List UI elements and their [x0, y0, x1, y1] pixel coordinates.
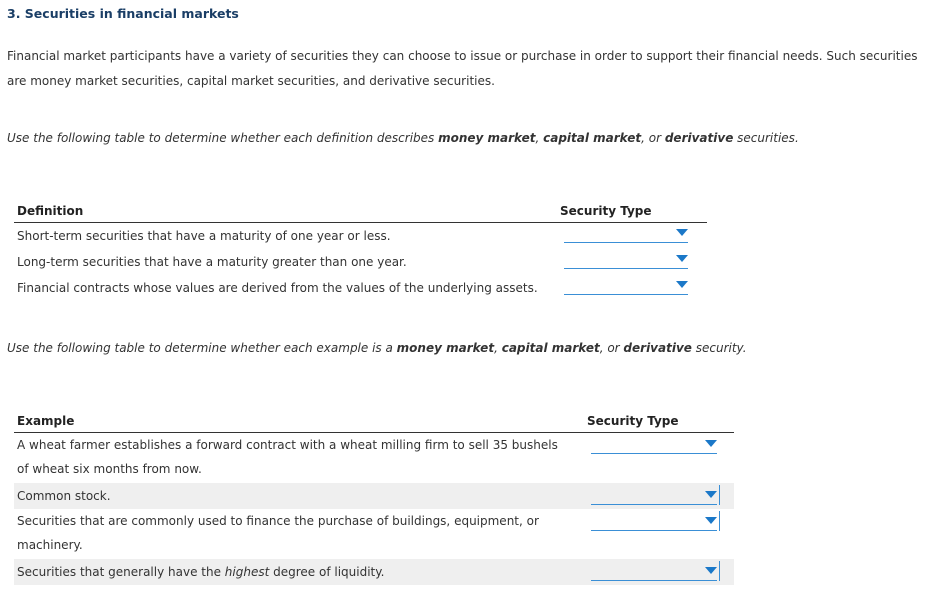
divider [719, 511, 720, 531]
chevron-down-icon [676, 281, 688, 288]
definition-row: Long-term securities that have a maturity greater than one year. [17, 255, 407, 269]
example-text-line: A wheat farmer establishes a forward contract with a wheat milling firm to sell 35 bushels [17, 438, 558, 452]
chevron-down-icon [676, 255, 688, 262]
table1-instruction: Use the following table to determine whether each definition describes money market, capital market, or derivative securities. [7, 131, 799, 145]
security-type-dropdown[interactable] [564, 221, 688, 243]
chevron-down-icon [705, 491, 717, 498]
example-text-line: Common stock. [17, 489, 111, 503]
definition-row: Financial contracts whose values are derived from the values of the underlying assets. [17, 281, 538, 295]
definition-row: Short-term securities that have a maturity of one year or less. [17, 229, 391, 243]
definition-header: Definition [17, 204, 84, 218]
chevron-down-icon [705, 517, 717, 524]
example-text-line: of wheat six months from now. [17, 462, 202, 476]
security-type-dropdown[interactable] [564, 247, 688, 269]
security-type-dropdown[interactable] [591, 509, 717, 531]
security-type-dropdown[interactable] [591, 432, 717, 454]
chevron-down-icon [705, 440, 717, 447]
example-text-line: machinery. [17, 538, 83, 552]
example-header: Example [17, 414, 75, 428]
divider [719, 561, 720, 581]
chevron-down-icon [705, 567, 717, 574]
divider [719, 485, 720, 505]
chevron-down-icon [676, 229, 688, 236]
example-text-line: Securities that are commonly used to finance the purchase of buildings, equipment, or [17, 514, 539, 528]
table2-instruction: Use the following table to determine whether each example is a money market, capital market, or derivative security. [7, 341, 747, 355]
security-type-header: Security Type [587, 414, 679, 428]
security-type-dropdown[interactable] [564, 273, 688, 295]
section-title: 3. Securities in financial markets [7, 6, 239, 21]
intro-paragraph: Financial market participants have a variety of securities they can choose to issue or purchase in order to support their financial needs. Such securities are money market securities, capital market securities, and derivative securities. [7, 49, 918, 88]
example-row: Securities that generally have the highest degree of liquidity. [14, 559, 734, 585]
security-type-dropdown[interactable] [591, 559, 717, 581]
security-type-header: Security Type [560, 204, 652, 218]
security-type-dropdown[interactable] [591, 483, 717, 505]
